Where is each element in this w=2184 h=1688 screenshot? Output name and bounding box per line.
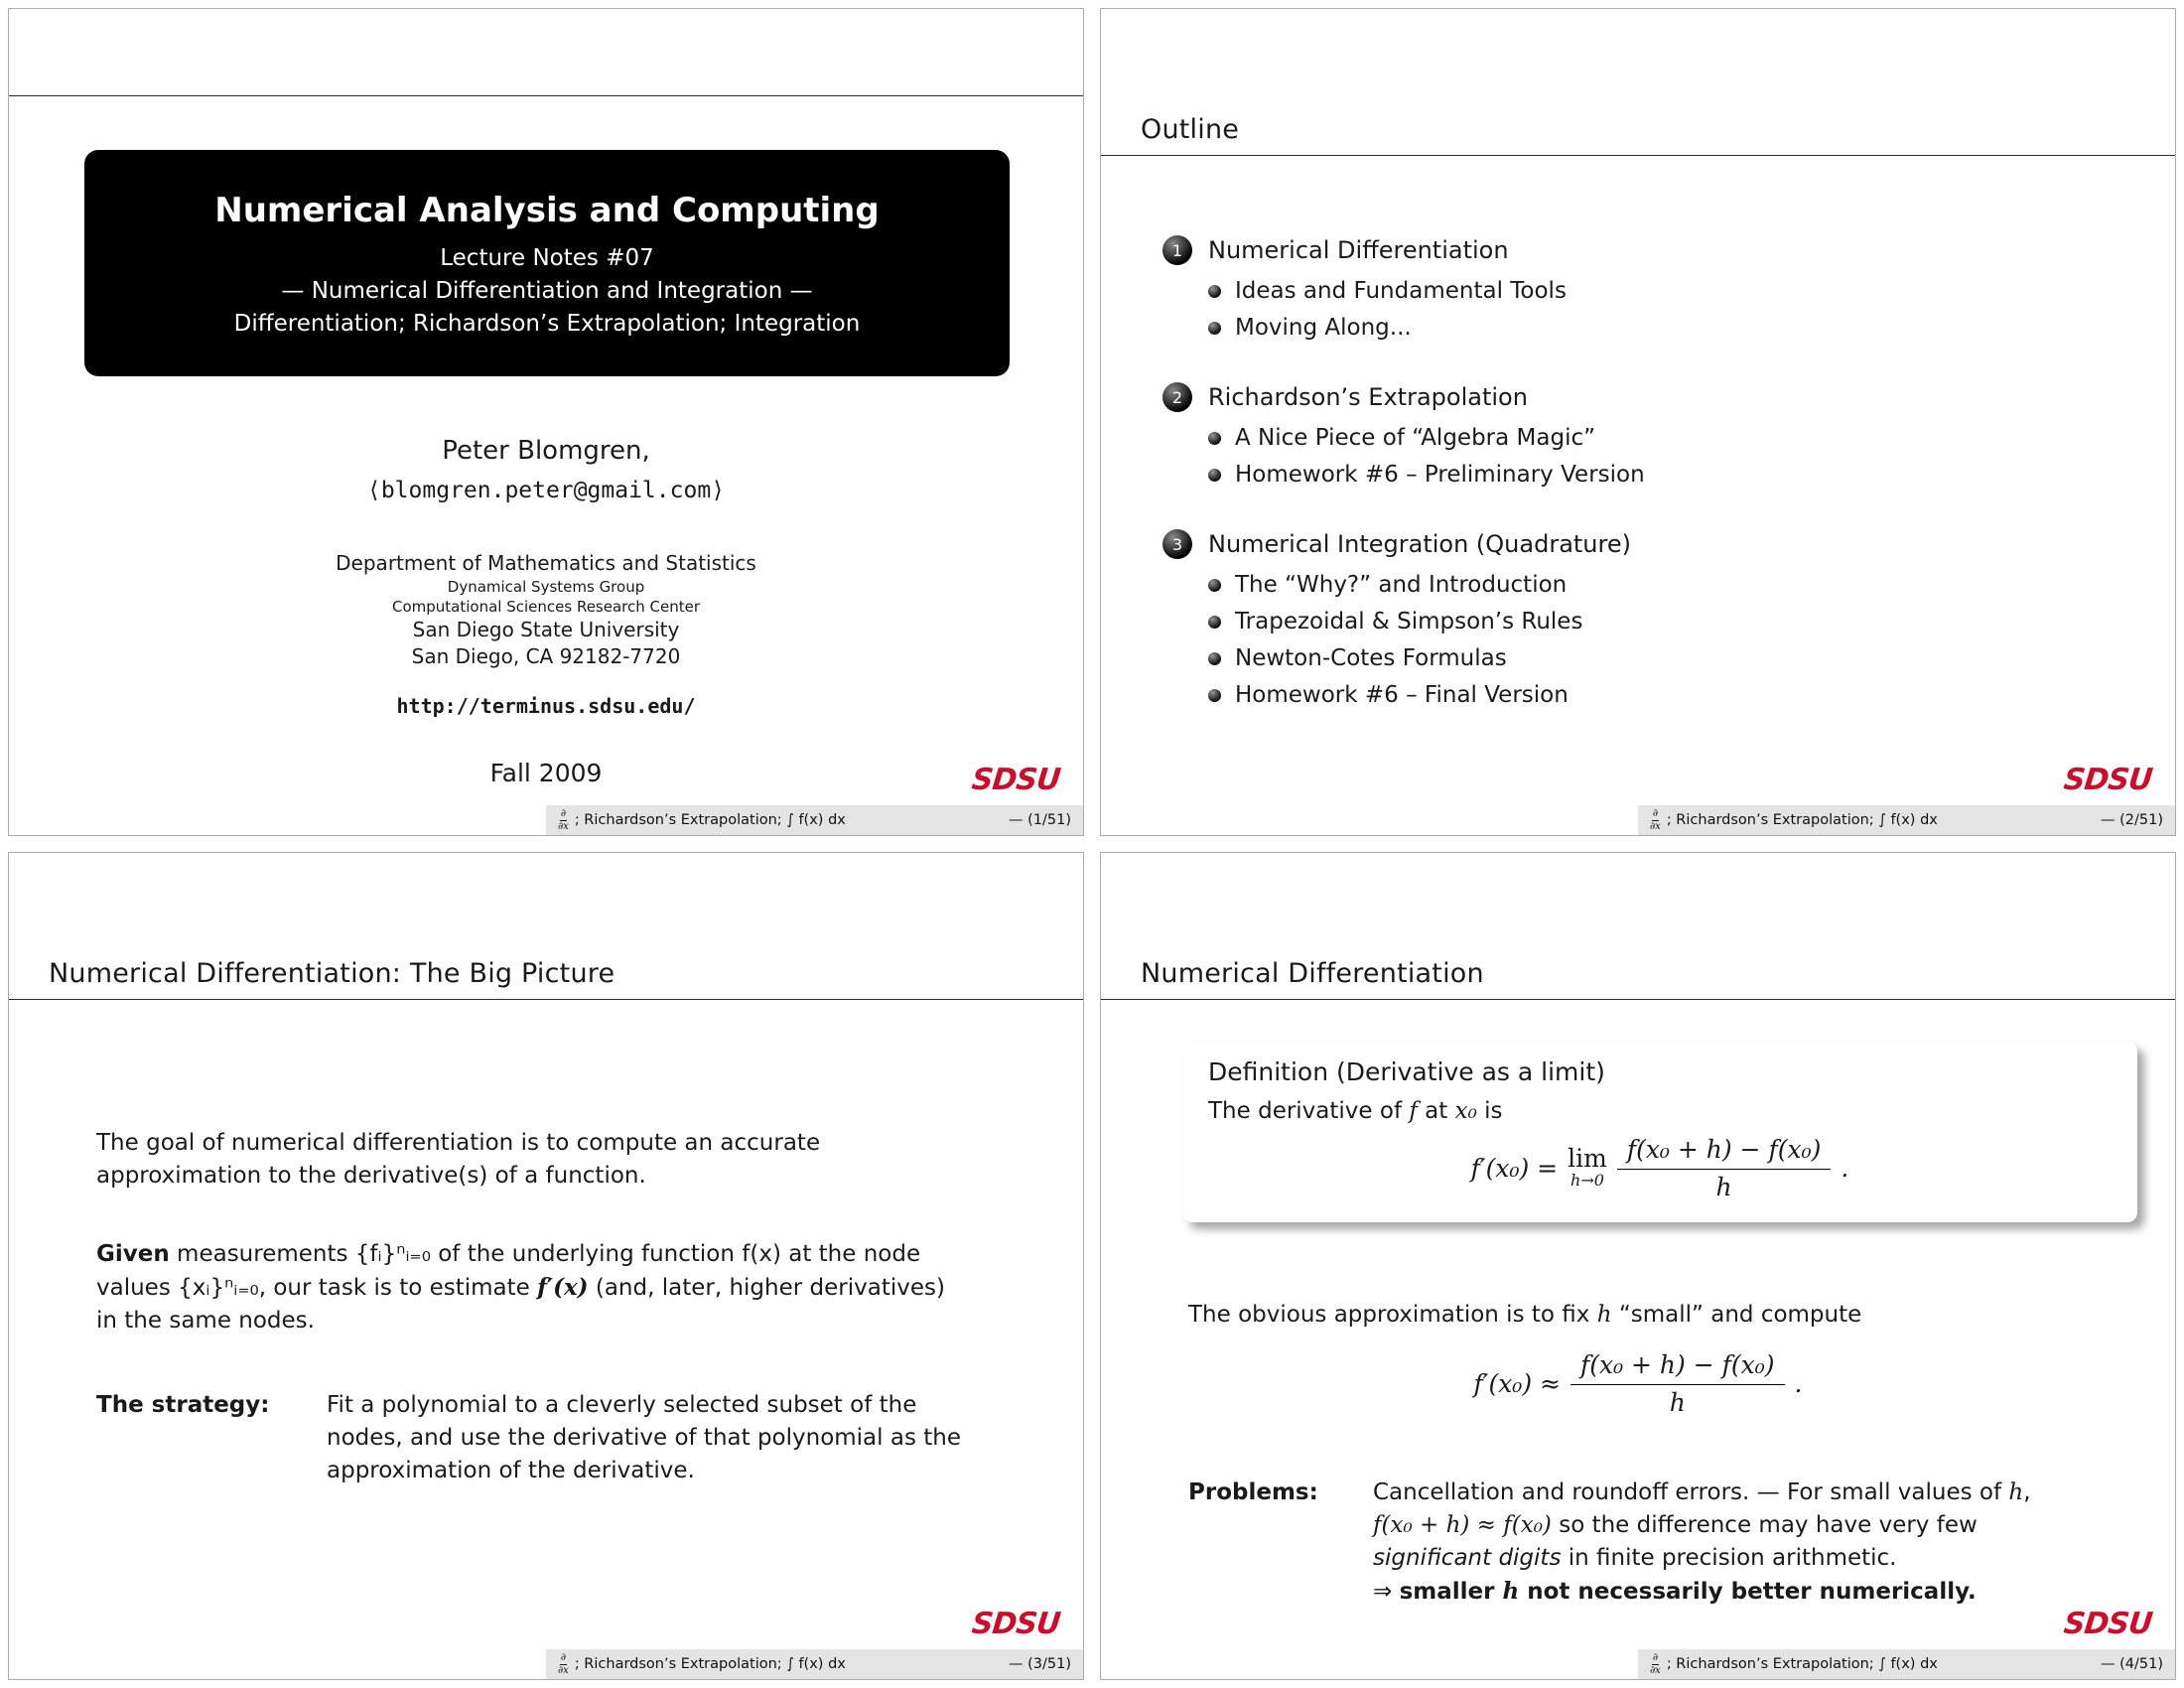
implies-arrow: ⇒ [1373, 1579, 1400, 1605]
outline-section-header [1162, 235, 2139, 265]
problems-text [1373, 1477, 2056, 1609]
fraction-denominator: h [1669, 1387, 1686, 1417]
affiliation-block [9, 550, 1083, 670]
bullet-icon [1208, 579, 1221, 592]
outline-item [1208, 457, 2139, 493]
text-run: “small” and compute [1611, 1302, 1862, 1328]
slide-2-outline [1100, 8, 2176, 836]
section-number: 1 [1171, 240, 1183, 260]
section-number: 3 [1171, 534, 1183, 554]
research-center: Computational Sciences Research Center [391, 598, 700, 616]
math-f: f [1409, 1098, 1418, 1124]
outline-list [1162, 235, 2139, 750]
formula-period: . [1841, 1154, 1849, 1183]
text-run: (and, later, higher derivatives) in the same nodes. [96, 1275, 945, 1334]
outline-item-label: Moving Along... [1235, 315, 1412, 341]
partial-derivative-icon [1650, 1653, 1661, 1676]
text-run: is [1476, 1098, 1503, 1124]
text-run: The derivative of [1208, 1098, 1410, 1124]
footer-frac-bottom: ∂x [1650, 1664, 1661, 1676]
math-h: h [1502, 1578, 1520, 1605]
math-h: h [1596, 1302, 1612, 1328]
research-group: Dynamical Systems Group [447, 578, 645, 596]
lecture-subtitle-2: — Numerical Differentiation and Integration — [281, 277, 813, 304]
outline-item [1208, 567, 2139, 604]
section-number-badge [1162, 235, 1192, 265]
text-run: The obvious approximation is to fix [1188, 1302, 1597, 1328]
math-x0: x₀ [1454, 1098, 1477, 1124]
university: San Diego State University [412, 618, 680, 641]
sdsu-logo: SDSU [2061, 763, 2153, 797]
lecture-subtitle-3: Differentiation; Richardson’s Extrapolation; Integration [233, 310, 861, 337]
footer-frac-top: ∂ [1652, 807, 1658, 819]
lim-subscript: h→0 [1570, 1171, 1604, 1191]
bullet-icon [1208, 432, 1221, 445]
emphasized-text: significant digits [1373, 1545, 1562, 1571]
text-run: measurements {fᵢ}ⁿᵢ₌₀ of the underlying function f(x) at the node values {xᵢ}ⁿᵢ₌₀, our task is to estimate [96, 1241, 921, 1301]
problems-block [1188, 1477, 2056, 1609]
footer-text: ; Richardson’s Extrapolation; ∫ f(x) dx [1666, 1656, 1938, 1672]
outline-item [1208, 310, 2139, 347]
text-run: , [2023, 1479, 2031, 1505]
term-date: Fall 2009 [489, 759, 603, 787]
section-label: Numerical Differentiation [1208, 236, 1509, 264]
fraction-numerator: f(x₀ + h) − f(x₀) [1617, 1136, 1832, 1170]
problems-label: Problems: [1188, 1479, 1318, 1505]
outline-item [1208, 420, 2139, 457]
partial-derivative-icon [558, 809, 569, 832]
conclusion-line [1373, 1575, 2056, 1609]
partial-derivative-icon [558, 1653, 569, 1676]
fraction-denominator: h [1715, 1172, 1732, 1201]
outline-item-label: Ideas and Fundamental Tools [1235, 278, 1567, 304]
strategy-block [96, 1389, 990, 1487]
outline-subitems [1162, 420, 2139, 493]
footer-frac-bottom: ∂x [558, 1664, 569, 1676]
title-box [84, 150, 1010, 376]
text-run: so the difference may have very few [1551, 1512, 1978, 1538]
slide-4-numerical-differentiation [1100, 852, 2176, 1680]
formula-forward-difference [1101, 1351, 2175, 1416]
definition-box [1182, 1042, 2137, 1222]
slide-footer [546, 805, 1083, 835]
outline-item-label: The “Why?” and Introduction [1235, 572, 1568, 598]
derivative-vector-notation: f′(x) [537, 1274, 589, 1301]
sdsu-logo: SDSU [969, 1607, 1061, 1641]
outline-item [1208, 677, 2139, 714]
fraction [1570, 1351, 1785, 1416]
footer-frac-bottom: ∂x [558, 820, 569, 832]
outline-section-1 [1162, 235, 2139, 347]
slide-body [96, 1000, 990, 1487]
slide-1-title-page [8, 8, 1084, 836]
approximation-lead [1188, 1302, 1861, 1328]
formula-period: . [1794, 1369, 1803, 1398]
conclusion-bold [1400, 1579, 1977, 1605]
bullet-icon [1208, 689, 1221, 702]
section-number: 2 [1171, 387, 1183, 407]
outline-item-label: Homework #6 – Final Version [1235, 682, 1569, 708]
slide-title-bar [1101, 853, 2175, 1000]
sdsu-logo: SDSU [2061, 1607, 2153, 1641]
definition-title: Definition (Derivative as a limit) [1208, 1057, 1605, 1086]
homepage-url: http://terminus.sdsu.edu/ [396, 694, 696, 718]
bullet-icon [1208, 616, 1221, 629]
slide-title: Numerical Differentiation: The Big Picture [49, 958, 615, 989]
slide-footer [1638, 805, 2175, 835]
math-h: h [2008, 1479, 2024, 1505]
math-approx-equality: f(x₀ + h) ≈ f(x₀) [1373, 1512, 1552, 1538]
author-name: Peter Blomgren, [442, 436, 650, 466]
bullet-icon [1208, 652, 1221, 665]
text-run: not necessarily better numerically. [1519, 1579, 1977, 1605]
given-label: Given [96, 1241, 170, 1267]
sdsu-logo: SDSU [969, 763, 1061, 797]
author-email: ⟨blomgren.peter@gmail.com⟩ [366, 478, 726, 503]
slide-title: Outline [1141, 114, 1240, 145]
footer-text: ; Richardson’s Extrapolation; ∫ f(x) dx [574, 1656, 846, 1672]
section-label: Richardson’s Extrapolation [1208, 383, 1528, 411]
outline-item-label: Newton-Cotes Formulas [1235, 645, 1507, 671]
outline-item-label: A Nice Piece of “Algebra Magic” [1235, 425, 1596, 451]
lecture-title: Numerical Analysis and Computing [214, 190, 880, 230]
outline-subitems [1162, 567, 2139, 714]
lim-word: lim [1568, 1144, 1607, 1174]
outline-item-label: Homework #6 – Preliminary Version [1235, 462, 1645, 488]
slide-footer [1638, 1649, 2175, 1679]
footer-frac-top: ∂ [1652, 1651, 1658, 1663]
strategy-text: Fit a polynomial to a cleverly selected subset of the nodes, and use the derivative of that polynomial as the approximation of the derivative. [327, 1392, 961, 1483]
footer-frac-top: ∂ [560, 807, 566, 819]
fraction [1617, 1136, 1832, 1200]
address: San Diego, CA 92182-7720 [411, 644, 681, 668]
slide-3-big-picture [8, 852, 1084, 1680]
bullet-icon [1208, 285, 1221, 298]
section-label: Numerical Integration (Quadrature) [1208, 530, 1631, 558]
footer-frac-bottom: ∂x [1650, 820, 1661, 832]
footer-page-number: — (4/51) [2101, 1656, 2163, 1672]
section-number-badge [1162, 382, 1192, 412]
footer-text: ; Richardson’s Extrapolation; ∫ f(x) dx [574, 812, 846, 828]
footer-page-number: — (1/51) [1009, 812, 1071, 828]
outline-item [1208, 604, 2139, 640]
outline-subitems [1162, 273, 2139, 347]
footer-frac-top: ∂ [560, 1651, 566, 1663]
outline-section-header [1162, 529, 2139, 559]
slide-title-bar [9, 853, 1083, 1000]
section-number-badge [1162, 529, 1192, 559]
limit-operator [1568, 1146, 1607, 1190]
text-run: smaller [1399, 1579, 1503, 1605]
definition-lead [1208, 1098, 2112, 1124]
slide-title-bar [1101, 9, 2175, 156]
bullet-icon [1208, 469, 1221, 482]
fraction-numerator: f(x₀ + h) − f(x₀) [1570, 1351, 1785, 1385]
paragraph-goal: The goal of numerical differentiation is to compute an accurate approximation to the derivative(s) of a function. [96, 1130, 821, 1189]
formula-lhs: f′(x₀) ≈ [1473, 1369, 1561, 1398]
outline-section-header [1162, 382, 2139, 412]
slide-footer [546, 1649, 1083, 1679]
outline-item [1208, 273, 2139, 310]
slide-title: Numerical Differentiation [1141, 958, 1484, 989]
text-run: in finite precision arithmetic. [1561, 1545, 1897, 1571]
outline-section-2 [1162, 382, 2139, 493]
formula-derivative-limit [1208, 1136, 2112, 1200]
footer-page-number: — (3/51) [1009, 1656, 1071, 1672]
text-run: Cancellation and roundoff errors. — For small values of [1373, 1479, 2009, 1505]
formula-lhs: f′(x₀) = [1470, 1154, 1559, 1183]
outline-section-3 [1162, 529, 2139, 714]
partial-derivative-icon [1650, 809, 1661, 832]
strategy-label: The strategy: [96, 1392, 270, 1418]
outline-item [1208, 640, 2139, 677]
footer-page-number: — (2/51) [2101, 812, 2163, 828]
slide-header-rule [9, 9, 1083, 96]
bullet-icon [1208, 322, 1221, 335]
outline-item-label: Trapezoidal & Simpson’s Rules [1235, 609, 1583, 634]
paragraph-given [96, 1238, 960, 1337]
footer-text: ; Richardson’s Extrapolation; ∫ f(x) dx [1666, 812, 1938, 828]
department: Department of Mathematics and Statistics [336, 551, 756, 575]
lecture-subtitle-1: Lecture Notes #07 [440, 244, 654, 271]
text-run: at [1417, 1098, 1455, 1124]
